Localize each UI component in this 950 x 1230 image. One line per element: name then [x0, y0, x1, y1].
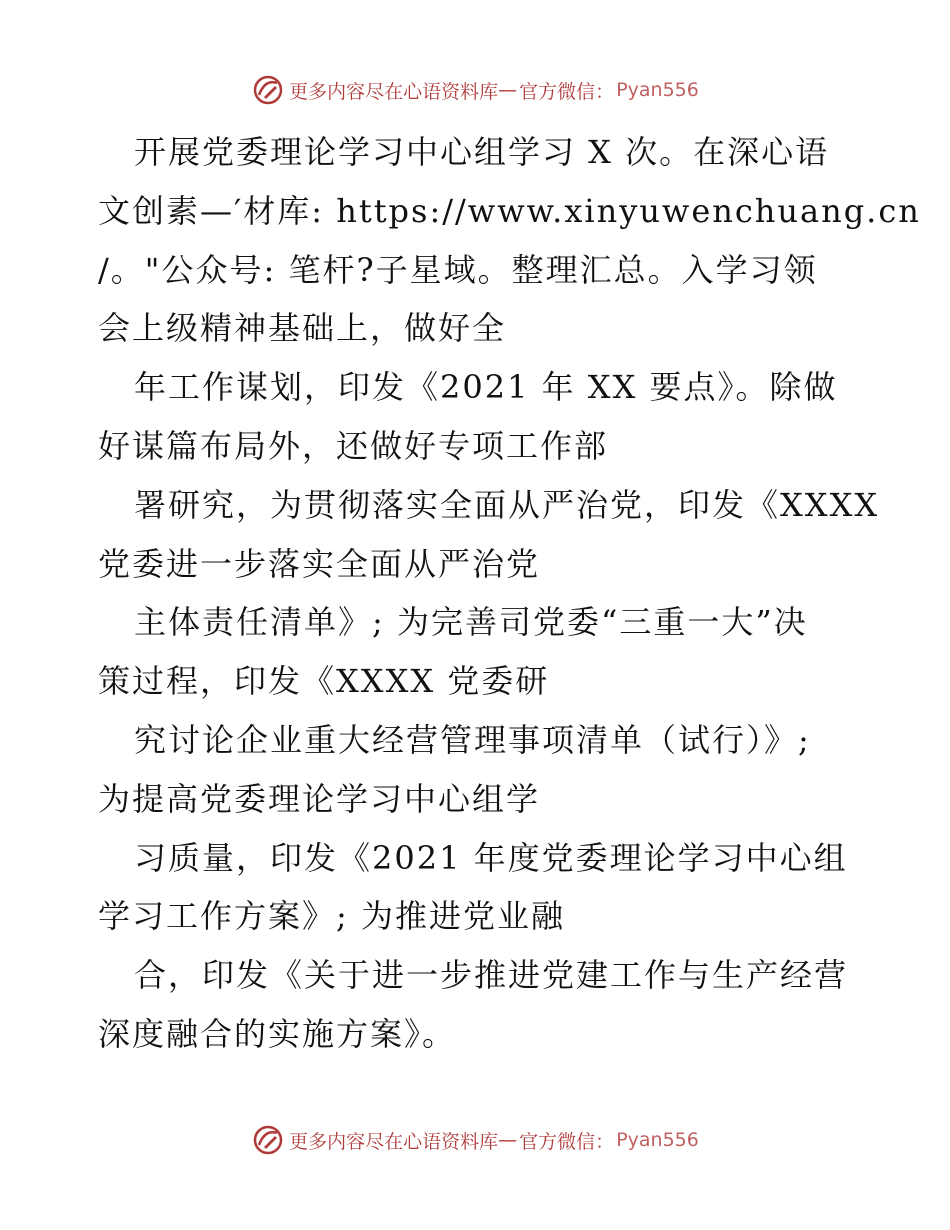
body-line: 党委进一步落实全面从严治党: [98, 544, 541, 583]
body-line: 会上级精神基础上，做好全: [98, 309, 507, 348]
body-line: 为提高党委理论学习中心组学: [98, 779, 541, 818]
body-line: 策过程，印发《XXXX 党委研: [98, 662, 550, 701]
footer-separator: —: [498, 1129, 518, 1151]
header-wechat-id: Pyan556: [616, 79, 699, 101]
body-line: 学习工作方案》; 为推进党业融: [98, 897, 565, 936]
body-line: 开展党委理论学习中心组学习 X 次。在深心语: [134, 133, 830, 171]
header-wechat-label: 官方微信：: [519, 80, 615, 103]
footer-site-text: 更多内容尽在心语资料库: [289, 1130, 499, 1153]
body-line: 习质量，印发《2021 年度党委理论学习中心组: [134, 838, 848, 877]
body-line: 年工作谋划，印发《2021 年 XX 要点》。除做: [134, 368, 838, 407]
header-separator: —: [498, 79, 518, 101]
pen-swirl-logo-icon: [251, 1123, 285, 1157]
document-body: [98, 123, 921, 1064]
body-line: 主体责任清单》; 为完善司党委“三重一大”决: [134, 603, 808, 642]
header-banner: [0, 70, 950, 110]
footer-wechat-id: Pyan556: [616, 1129, 699, 1151]
body-line: 署研究，为贯彻落实全面从严治党，印发《XXXX: [134, 485, 880, 524]
body-line: 合，印发《关于进一步推进党建工作与生产经营: [134, 956, 849, 995]
body-line: 文创素—′材库: https://www.xinyuwenchuang.cn: [98, 191, 921, 230]
footer-banner: [0, 1120, 950, 1160]
body-line: 究讨论企业重大经营管理事项清单（试行）》;: [134, 720, 811, 759]
body-line: 深度融合的实施方案》。: [98, 1014, 457, 1053]
body-line: 好谋篇布局外，还做好专项工作部: [98, 426, 609, 465]
header-site-text: 更多内容尽在心语资料库: [289, 80, 499, 103]
body-line: /。"公众号: 笔杆?子星域。整理汇总。入学习领: [98, 250, 818, 289]
footer-wechat-label: 官方微信：: [519, 1130, 615, 1153]
pen-swirl-logo-icon: [251, 73, 285, 107]
